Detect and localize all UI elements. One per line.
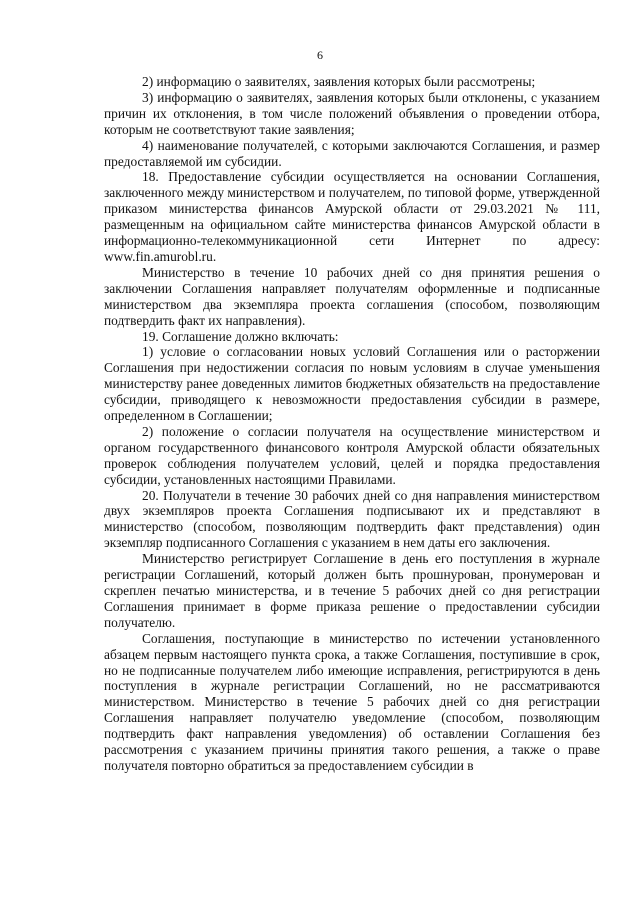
paragraph: Соглашения, поступающие в министерство по истечении установленного абзацем первым настоящего пункта срока, а также Соглашения, поступившие в срок, но не подписанные получателем либо имеющие исправления, регистрируются в день поступления в журнале регистрации Соглашений, но не рассматриваются министерством. Министерство в течение 5 рабочих дней со дня регистрации Соглашения направляет получателю уведомление (способом, позволяющим подтвердить факт направления уведомления) об оставлении Соглашения без рассмотрения с указанием причины принятия такого решения, а также о праве получателя повторно обратиться за предоставлением субсидии в bbox=[104, 630, 600, 773]
paragraph: 20. Получатели в течение 30 рабочих дней со дня направления министерством двух экземпляров проекта Соглашения подписывают их и представляют в министерство (способом, позволяющим подтвердить факт представления) один экземпляр подписанного Соглашения с указанием в нем даты его заключения. bbox=[104, 487, 600, 551]
document-body bbox=[104, 74, 600, 774]
paragraph: 19. Соглашение должно включать: bbox=[142, 328, 339, 344]
page-number: 6 bbox=[317, 48, 323, 62]
paragraph: 2) информацию о заявителях, заявления которых были рассмотрены; bbox=[142, 74, 536, 89]
paragraph: 1) условие о согласовании новых условий Соглашения или о расторжении Соглашения при недостижении согласия по новым условиям в случае уменьшения министерству ранее доведенных лимитов бюджетных обязательств на предоставление субсидии, приводящего к невозможности предоставления субсидии в размере, определенном в Соглашении; bbox=[104, 344, 600, 424]
paragraph: Министерство в течение 10 рабочих дней со дня принятия решения о заключении Соглашения направляет получателям оформленные и подписанные министерством два экземпляра проекта соглашения (способом, позволяющим подтвердить факт их направления). bbox=[104, 264, 600, 328]
paragraph: 2) положение о согласии получателя на осуществление министерством и органом государственного финансового контроля Амурской области обязательных проверок соблюдения получателем условий, целей и порядка предоставления субсидии, установленных настоящими Правилами. bbox=[104, 423, 600, 487]
paragraph: 18. Предоставление субсидии осуществляется на основании Соглашения, заключенного между министерством и получателем, по типовой форме, утвержденной приказом министерства финансов Амурской области от 29.03.2021 № 111, размещенным на официальном сайте министерства финансов Амурской области в информационно-телекоммуникационной сети Интернет по адресу: www.fin.amurobl.ru. bbox=[104, 169, 600, 264]
paragraph: 4) наименование получателей, с которыми заключаются Соглашения, и размер предоставляемой им субсидии. bbox=[104, 137, 600, 169]
paragraph: 3) информацию о заявителях, заявления которых были отклонены, с указанием причин их отклонения, в том числе положений объявления о проведении отбора, которым не соответствуют такие заявления; bbox=[104, 89, 600, 137]
paragraph: Министерство регистрирует Соглашение в день его поступления в журнале регистрации Соглашений, который должен быть прошнурован, пронумерован и скреплен печатью министерства, и в течение 5 рабочих дней со дня регистрации Соглашения принимает в форме приказа решение о предоставлении субсидии получателю. bbox=[104, 551, 600, 630]
